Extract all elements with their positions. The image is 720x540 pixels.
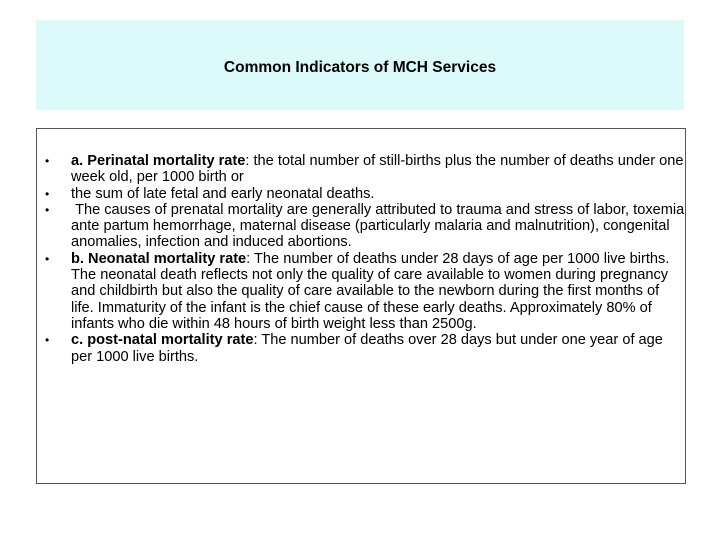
item-label: a. Perinatal mortality rate	[71, 153, 246, 169]
bullet-icon: •	[45, 202, 50, 217]
item-text: the sum of late fetal and early neonatal deaths.	[71, 185, 375, 202]
bullet-list	[45, 153, 689, 365]
list-item	[45, 201, 689, 251]
list-item	[45, 186, 685, 202]
item-text: : the total number of still-births plus the number of deaths under one week old, per 1000 birth or	[71, 153, 684, 186]
list-item	[45, 332, 685, 365]
item-text: The causes of prenatal mortality are generally attributed to trauma and stress of labor, toxemia ante partum hemorrhage, maternal disease (particularly malaria and malnutrition), congenital anomalies, infection and induced abortions.	[71, 201, 689, 251]
bullet-icon: •	[45, 154, 50, 168]
item-text: : The number of deaths over 28 days but under one year of age per 1000 live births.	[71, 332, 663, 365]
bullet-icon: •	[45, 186, 50, 201]
item-label: c. post-natal mortality rate	[71, 332, 254, 349]
list-item	[45, 251, 685, 332]
list-item	[45, 153, 685, 186]
title-banner	[36, 20, 684, 110]
item-text: : The number of deaths under 28 days of age per 1000 live births. The neonatal death reflects not only the quality of care available to women during pregnancy and childbirth but also the quality of care available to the newborn during the first months of life. Immaturity of the infant is the chief cause of these early deaths. Approximately 80% of infants who die within 48 hours of birth weight less than 2500g.	[71, 250, 670, 332]
bullet-icon: •	[45, 251, 50, 266]
item-label: b. Neonatal mortality rate	[71, 250, 247, 267]
slide-title: Common Indicators of MCH Services	[223, 59, 497, 76]
bullet-icon: •	[45, 333, 50, 348]
content-box	[36, 128, 689, 484]
